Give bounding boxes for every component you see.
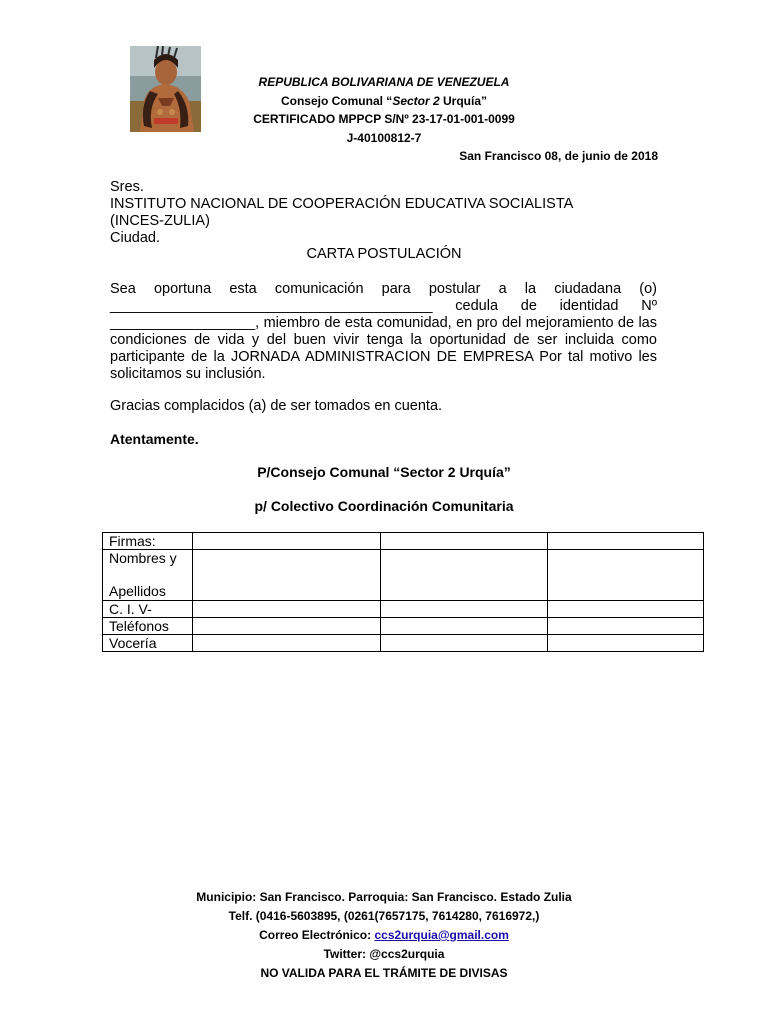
table-label-voceria: Vocería bbox=[103, 635, 193, 652]
header-certificate: CERTIFICADO MPPCP S/Nº 23-17-01-001-0099 bbox=[253, 112, 515, 126]
recipient-line-1: Sres. bbox=[110, 179, 144, 195]
table-cell[interactable] bbox=[193, 601, 381, 618]
letter-closing: Atentamente. bbox=[110, 431, 199, 447]
letter-thanks: Gracias complacidos (a) de ser tomados en cuenta. bbox=[110, 398, 443, 414]
table-cell[interactable] bbox=[381, 601, 548, 618]
table-row bbox=[103, 618, 704, 635]
table-row bbox=[103, 550, 704, 601]
recipient-address bbox=[110, 179, 657, 247]
footer-twitter: Twitter: @ccs2urquia bbox=[323, 947, 445, 961]
table-cell[interactable] bbox=[193, 635, 381, 652]
table-cell[interactable] bbox=[548, 618, 704, 635]
table-cell[interactable] bbox=[381, 550, 548, 601]
table-cell[interactable] bbox=[548, 550, 704, 601]
table-label-nombres-line1: Nombres y bbox=[109, 550, 177, 566]
table-cell[interactable] bbox=[193, 618, 381, 635]
table-cell[interactable] bbox=[193, 550, 381, 601]
table-label-nombres bbox=[103, 550, 193, 601]
recipient-line-4: Ciudad. bbox=[110, 230, 160, 246]
table-label-spacer bbox=[109, 566, 186, 583]
email-link[interactable]: ccs2urquia@gmail.com bbox=[374, 928, 509, 942]
table-row bbox=[103, 601, 704, 618]
signature-table bbox=[102, 532, 704, 652]
header-rif: J-40100812-7 bbox=[346, 131, 422, 145]
letter-date: San Francisco 08, de junio de 2018 bbox=[459, 149, 658, 163]
footer-email bbox=[0, 928, 768, 942]
table-cell[interactable] bbox=[548, 533, 704, 550]
table-label-ci: C. I. V- bbox=[103, 601, 193, 618]
table-row bbox=[103, 533, 704, 550]
header-council-italic: Sector 2 bbox=[392, 94, 440, 108]
footer-phones: Telf. (0416-5603895, (0261(7657175, 7614280, 7616972,) bbox=[228, 909, 540, 923]
letter-title: CARTA POSTULACIÓN bbox=[306, 246, 462, 262]
footer-disclaimer: NO VALIDA PARA EL TRÁMITE DE DIVISAS bbox=[260, 966, 508, 980]
table-cell[interactable] bbox=[381, 618, 548, 635]
table-label-nombres-line2: Apellidos bbox=[109, 583, 166, 599]
recipient-line-3: (INCES-ZULIA) bbox=[110, 213, 210, 229]
header-republic: REPUBLICA BOLIVARIANA DE VENEZUELA bbox=[258, 75, 510, 89]
signature-collective: p/ Colectivo Coordinación Comunitaria bbox=[254, 498, 514, 514]
header-council-suffix: Urquía” bbox=[439, 94, 488, 108]
signature-council: P/Consejo Comunal “Sector 2 Urquía” bbox=[257, 464, 511, 480]
table-cell[interactable] bbox=[548, 635, 704, 652]
table-cell[interactable] bbox=[548, 601, 704, 618]
letter-paragraph: Sea oportuna esta comunicación para postular a la ciudadana (o) ________________________________________ cedula de identidad Nº __________________, miembro de esta comunidad, en pro del mejoramiento de las condiciones de vida y del buen vivir tenga la oportunidad de ser incluida como participante de la JORNADA ADMINISTRACION DE EMPRESA Por tal motivo les solicitamos su inclusión. bbox=[110, 281, 657, 382]
table-cell[interactable] bbox=[381, 635, 548, 652]
header-council-prefix: Consejo Comunal “ bbox=[280, 94, 393, 108]
table-cell[interactable] bbox=[381, 533, 548, 550]
header-council bbox=[0, 94, 768, 108]
recipient-line-2: INSTITUTO NACIONAL DE COOPERACIÓN EDUCATIVA SOCIALISTA bbox=[110, 196, 574, 212]
footer-municipality: Municipio: San Francisco. Parroquia: San Francisco. Estado Zulia bbox=[196, 890, 572, 904]
table-cell[interactable] bbox=[193, 533, 381, 550]
table-label-firmas: Firmas: bbox=[103, 533, 193, 550]
footer-email-label: Correo Electrónico: bbox=[259, 928, 375, 942]
table-row bbox=[103, 635, 704, 652]
table-label-telefonos: Teléfonos bbox=[103, 618, 193, 635]
